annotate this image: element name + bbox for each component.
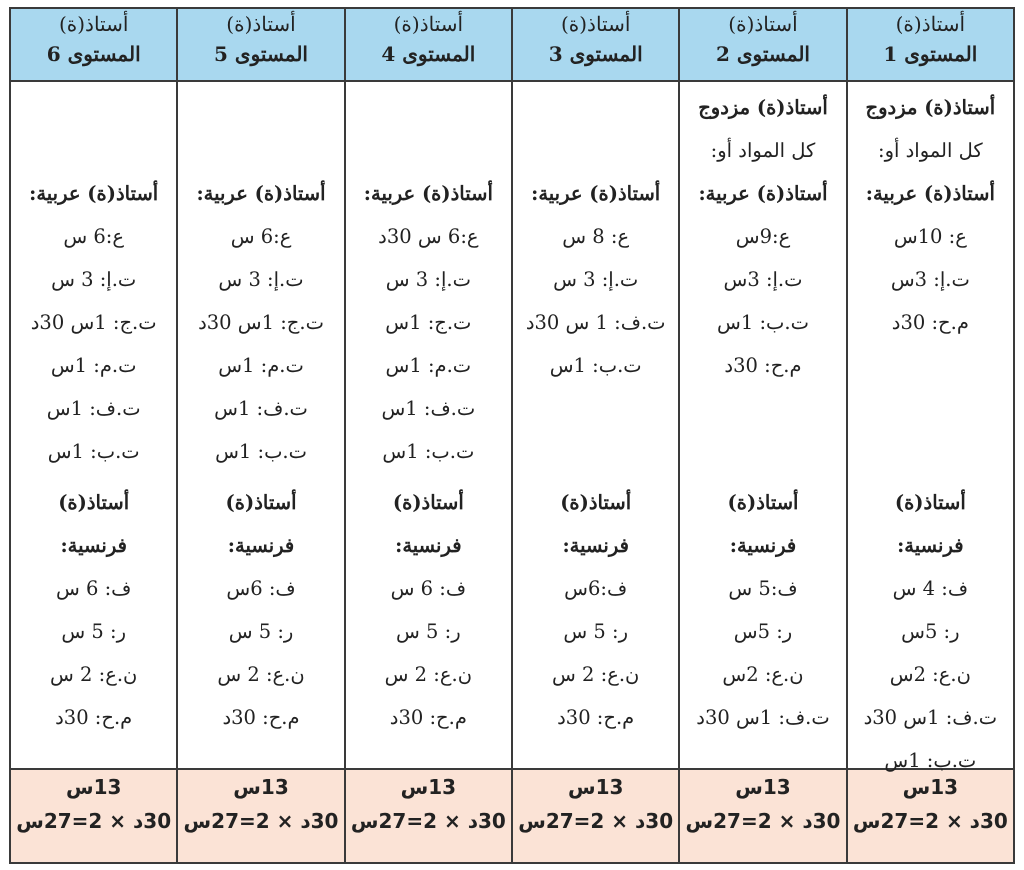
hours-line: ف:6س <box>564 577 628 600</box>
french-teacher-subtitle: فرنسية: <box>897 534 964 557</box>
hours-line: ر: 5 س <box>563 620 628 643</box>
hours-line: ت.ف: 1س <box>46 397 141 420</box>
hours-line: ع:6 س 30د <box>378 225 479 248</box>
hours-line: ت.ف: 1 س 30د <box>525 311 666 334</box>
header-level-5: أستاذ(ة) المستوى 5 <box>177 8 344 81</box>
french-teacher-subtitle: فرنسية: <box>395 534 462 557</box>
hours-line: ع:6 س <box>63 225 124 248</box>
hours-line: ت.إ: 3 س <box>218 268 304 291</box>
level-6-cell <box>10 81 177 769</box>
hours-line: م.ح: 30د <box>222 706 300 729</box>
arabic-teacher-title: أستاذ(ة) عربية: <box>196 182 326 205</box>
french-teacher-title: أستاذ(ة) <box>727 491 799 514</box>
level-3-cell <box>512 81 679 769</box>
level-2-cell <box>679 81 846 769</box>
total-level-3: 13س 30د × 2=27س <box>512 769 679 863</box>
hours-line: ر: 5س <box>901 620 960 643</box>
double-teacher-title: أستاذ(ة) مزدوج <box>865 96 996 119</box>
hours-line: ع: 8 س <box>562 225 630 248</box>
level-5-cell <box>177 81 344 769</box>
hours-line: ت.ب: 1س <box>717 311 809 334</box>
french-teacher-subtitle: فرنسية: <box>60 534 127 557</box>
hours-line: ن.ع: 2س <box>722 663 804 686</box>
hours-line: ف: 6 س <box>390 577 467 600</box>
hours-line: ن.ع: 2 س <box>217 663 305 686</box>
french-teacher-subtitle: فرنسية: <box>562 534 629 557</box>
hours-line: ت.ب: 1س <box>47 440 140 463</box>
hours-line: ت.إ: 3 س <box>385 268 471 291</box>
hours-line: ع: 10س <box>893 225 967 248</box>
level-6-french-block <box>11 481 176 739</box>
hours-line: ت.ف: 1س <box>214 397 308 420</box>
total-level-4: 13س 30د × 2=27س <box>345 769 512 863</box>
arabic-teacher-title: أستاذ(ة) عربية: <box>698 182 828 205</box>
header-level-3: أستاذ(ة) المستوى 3 <box>512 8 679 81</box>
hours-line: ت.م: 1س <box>50 354 137 377</box>
level-4-arabic-block <box>346 172 511 473</box>
header-level-4: أستاذ(ة) المستوى 4 <box>345 8 512 81</box>
total-level-6: 13س 30د × 2=27س <box>10 769 177 863</box>
level-4-french-block <box>346 481 511 739</box>
level-6-arabic-block <box>11 172 176 473</box>
hours-line: ت.م: 1س <box>385 354 472 377</box>
hours-line: م.ح: 30د <box>55 706 133 729</box>
hours-line: ر: 5 س <box>228 620 294 643</box>
total-level-2: 13س 30د × 2=27س <box>679 769 846 863</box>
french-teacher-title: أستاذ(ة) <box>225 491 297 514</box>
level-2-arabic-block <box>680 86 845 387</box>
arabic-teacher-title: أستاذ(ة) عربية: <box>865 182 995 205</box>
totals-row <box>10 769 1014 863</box>
total-level-1: 13س 30د × 2=27س <box>847 769 1014 863</box>
hours-line: م.ح: 30د <box>724 354 802 377</box>
header-level-1: أستاذ(ة) المستوى 1 <box>847 8 1014 81</box>
schedule-table-wrapper <box>9 7 1015 864</box>
hours-line: ف: 4 س <box>892 577 969 600</box>
level-5-french-block <box>178 481 343 739</box>
hours-line: ع:9س <box>735 225 791 248</box>
hours-line: م.ح: 30د <box>389 706 467 729</box>
hours-line: ت.إ: 3س <box>723 268 803 291</box>
hours-line: ت.ج: 1س 30د <box>198 311 324 334</box>
hours-line: ت.ف: 1س <box>381 397 476 420</box>
double-teacher-sub: كل المواد أو: <box>878 139 983 162</box>
double-teacher-sub: كل المواد أو: <box>710 139 816 162</box>
total-level-5: 13س 30د × 2=27س <box>177 769 344 863</box>
hours-line: م.ح: 30د <box>891 311 969 334</box>
level-3-arabic-block <box>513 172 678 387</box>
hours-line: ن.ع: 2س <box>889 663 971 686</box>
hours-line: ر: 5 س <box>396 620 461 643</box>
arabic-teacher-title: أستاذ(ة) عربية: <box>363 182 493 205</box>
header-level-2: أستاذ(ة) المستوى 2 <box>679 8 846 81</box>
hours-line: ن.ع: 2 س <box>551 663 640 686</box>
french-teacher-title: أستاذ(ة) <box>560 491 632 514</box>
hours-line: ن.ع: 2 س <box>384 663 473 686</box>
french-teacher-subtitle: فرنسية: <box>227 534 295 557</box>
level-4-cell <box>345 81 512 769</box>
hours-line: ع:6 س <box>230 225 292 248</box>
french-teacher-title: أستاذ(ة) <box>894 491 966 514</box>
level-3-french-block <box>513 481 678 739</box>
hours-line: ت.م: 1س <box>218 354 304 377</box>
header-row <box>10 8 1014 81</box>
hours-line: ت.ج: 1س <box>385 311 472 334</box>
hours-line: ت.ب: 1س <box>215 440 307 463</box>
hours-line: ت.ب: 1س <box>884 749 977 772</box>
header-level-6: أستاذ(ة) المستوى 6 <box>10 8 177 81</box>
body-row <box>10 81 1014 769</box>
french-teacher-title: أستاذ(ة) <box>58 491 130 514</box>
hours-line: ت.إ: 3 س <box>51 268 137 291</box>
hours-line: ت.ب: 1س <box>549 354 642 377</box>
hours-line: ت.ب: 1س <box>382 440 475 463</box>
french-teacher-subtitle: فرنسية: <box>729 534 797 557</box>
hours-line: ت.إ: 3 س <box>553 268 639 291</box>
hours-line: ت.ف: 1س 30د <box>863 706 998 729</box>
hours-line: ت.ف: 1س 30د <box>696 706 830 729</box>
double-teacher-title: أستاذ(ة) مزدوج <box>698 96 828 119</box>
hours-line: م.ح: 30د <box>557 706 635 729</box>
hours-line: ت.ج: 1س 30د <box>30 311 157 334</box>
hours-line: ف: 6 س <box>55 577 132 600</box>
arabic-teacher-title: أستاذ(ة) عربية: <box>531 182 661 205</box>
hours-line: ف: 6س <box>226 577 296 600</box>
level-2-french-block <box>680 481 845 739</box>
hours-line: ر: 5 س <box>61 620 126 643</box>
arabic-teacher-title: أستاذ(ة) عربية: <box>29 182 159 205</box>
teaching-hours-table <box>9 7 1015 864</box>
level-1-arabic-block <box>848 86 1013 344</box>
french-teacher-title: أستاذ(ة) <box>392 491 464 514</box>
hours-line: ن.ع: 2 س <box>49 663 138 686</box>
level-1-cell <box>847 81 1014 772</box>
hours-line: ف:5 س <box>728 577 798 600</box>
hours-line: ر: 5س <box>733 620 793 643</box>
level-1-french-block <box>848 481 1013 782</box>
level-5-arabic-block <box>178 172 343 473</box>
hours-line: ت.إ: 3س <box>890 268 970 291</box>
